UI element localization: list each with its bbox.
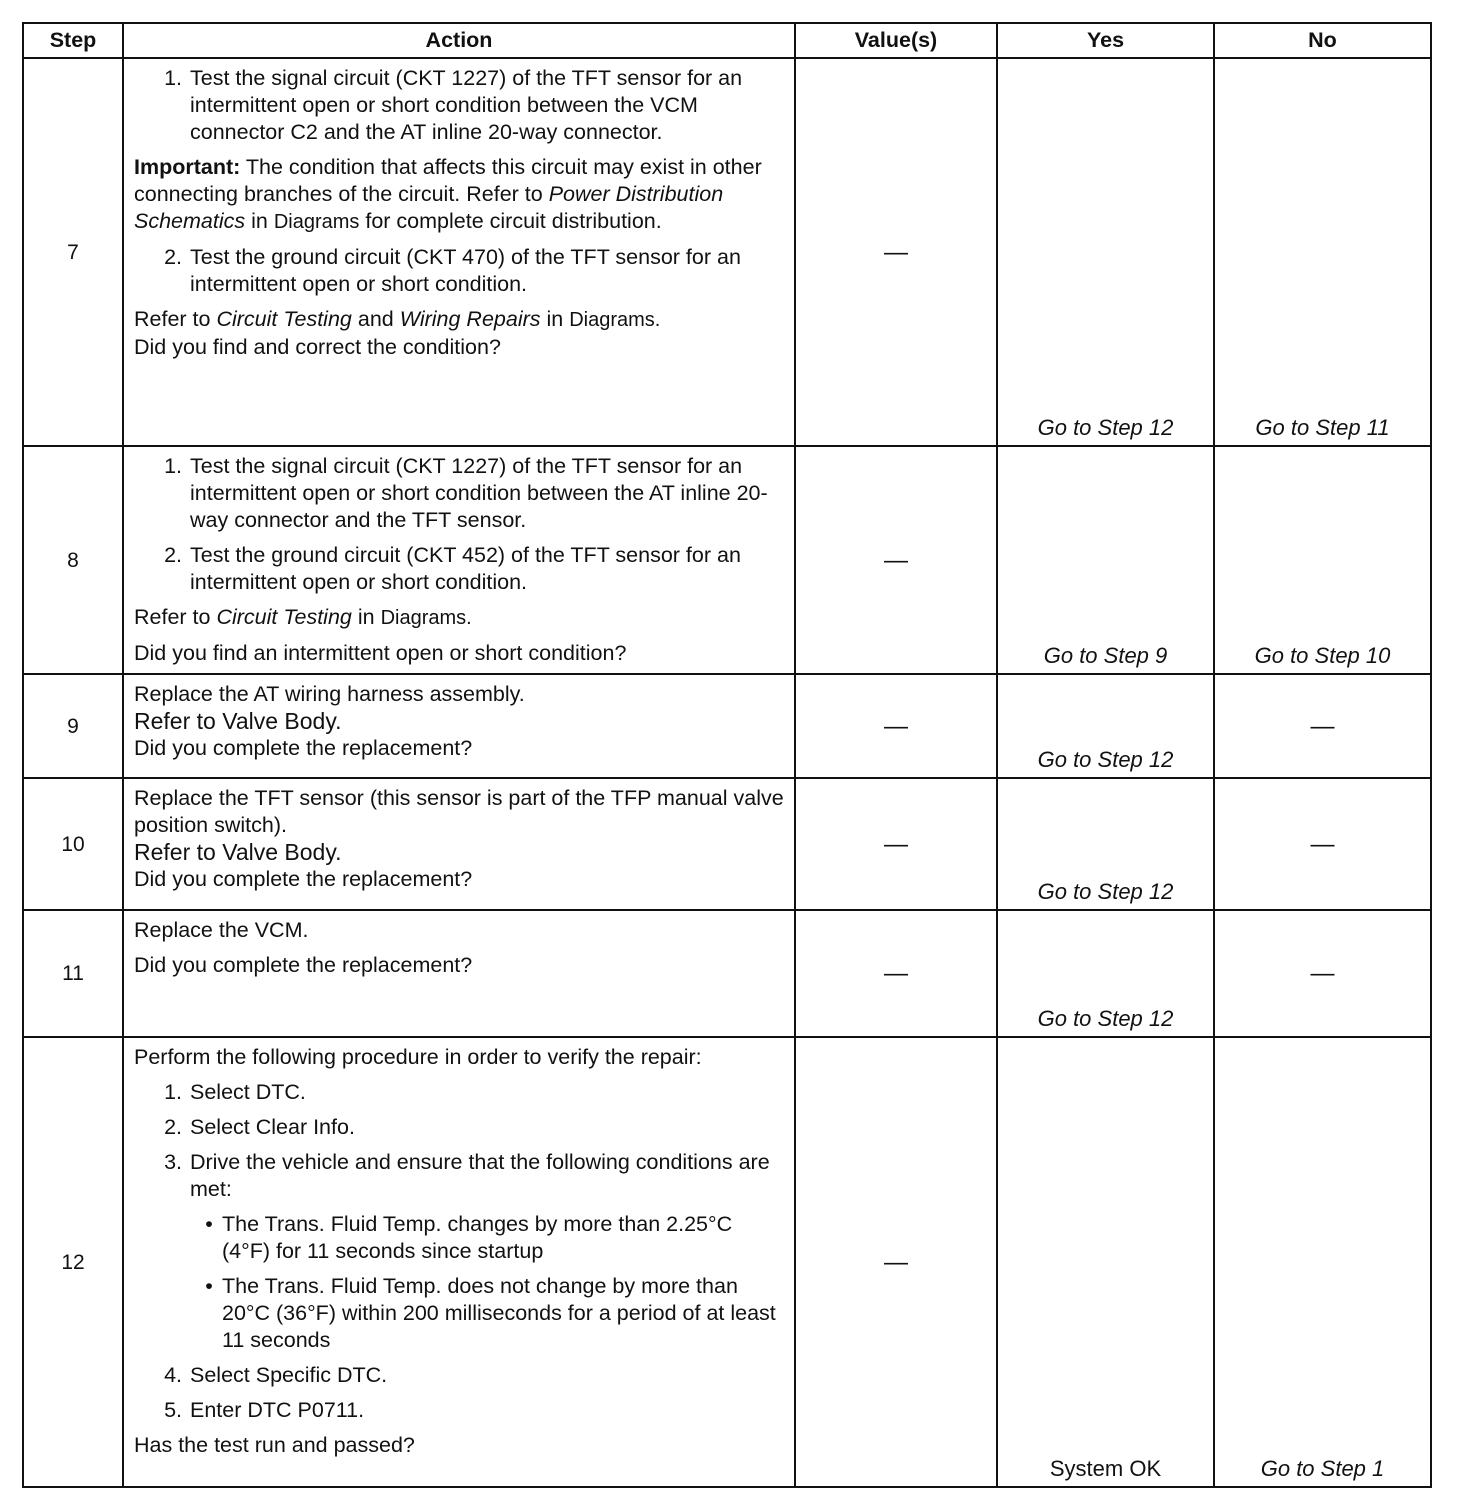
value-cell: — [795, 1037, 997, 1487]
no-link[interactable]: Go to Step 1 [1214, 1037, 1431, 1487]
header-yes: Yes [997, 23, 1214, 58]
value-cell: — [795, 778, 997, 910]
action-line: Replace the AT wiring harness assembly. [134, 682, 525, 706]
no-link[interactable]: Go to Step 10 [1214, 446, 1431, 674]
refer-text: Refer to Valve Body. [134, 839, 342, 865]
question: Did you find and correct the condition? [134, 335, 501, 359]
diagnostic-table [22, 22, 1432, 1488]
yes-link[interactable]: Go to Step 12 [997, 778, 1214, 910]
numbered-item: 3. Drive the vehicle and ensure that the following conditions are met: [164, 1150, 770, 1201]
numbered-item: 1. Test the signal circuit (CKT 1227) of the TFT sensor for an intermittent open or short condition between the VCM connector C2 and the AT inline 20-way connector. [164, 66, 743, 144]
important-note: Important: The condition that affects this circuit may exist in other connecting branches of the circuit. Refer to Power Distribution Schematics in Diagrams for complete circuit distribution. [134, 155, 762, 233]
action-cell [123, 446, 795, 674]
refer-text: Refer to Valve Body. [134, 708, 342, 734]
step-number: 8 [23, 446, 123, 674]
table-row [23, 674, 1431, 778]
action-cell [123, 778, 795, 910]
table-row [23, 446, 1431, 674]
numbered-item: 4. Select Specific DTC. [164, 1363, 388, 1387]
value-cell: — [795, 446, 997, 674]
action-line: Replace the TFT sensor (this sensor is part of the TFP manual valve position switch). [134, 786, 784, 837]
table-row [23, 910, 1431, 1037]
step-number: 9 [23, 674, 123, 778]
step-number: 10 [23, 778, 123, 910]
numbered-item: 1. Select DTC. [164, 1080, 306, 1104]
refer-text: Refer to Circuit Testing in Diagrams. [134, 605, 472, 629]
numbered-item: 5. Enter DTC P0711. [164, 1398, 365, 1422]
step-number: 12 [23, 1037, 123, 1487]
numbered-item: 2. Select Clear Info. [164, 1115, 355, 1139]
no-link[interactable]: Go to Step 11 [1214, 58, 1431, 446]
value-cell: — [795, 674, 997, 778]
value-cell: — [795, 910, 997, 1037]
header-action: Action [123, 23, 795, 58]
step-number: 11 [23, 910, 123, 1037]
no-value: — [1214, 778, 1431, 910]
yes-link[interactable]: Go to Step 12 [997, 910, 1214, 1037]
table-row [23, 58, 1431, 446]
action-cell [123, 58, 795, 446]
header-no: No [1214, 23, 1431, 58]
question: Has the test run and passed? [134, 1433, 415, 1457]
numbered-item: 2. Test the ground circuit (CKT 470) of the TFT sensor for an intermittent open or short condition. [164, 245, 741, 296]
no-value: — [1214, 910, 1431, 1037]
header-step: Step [23, 23, 123, 58]
yes-link[interactable]: Go to Step 12 [997, 674, 1214, 778]
bullet-item: • The Trans. Fluid Temp. changes by more than 2.25°C (4°F) for 11 seconds since startup [205, 1212, 733, 1263]
action-line: Replace the VCM. [134, 918, 309, 942]
value-cell: — [795, 58, 997, 446]
table-row [23, 778, 1431, 910]
numbered-item: 1. Test the signal circuit (CKT 1227) of the TFT sensor for an intermittent open or short condition between the AT inline 20-way connector and the TFT sensor. [164, 454, 768, 532]
header-row [23, 23, 1431, 58]
intro-text: Perform the following procedure in order to verify the repair: [134, 1045, 702, 1069]
question: Did you find an intermittent open or short condition? [134, 641, 627, 665]
action-cell [123, 910, 795, 1037]
question: Did you complete the replacement? [134, 867, 473, 891]
action-cell [123, 1037, 795, 1487]
yes-result: System OK [997, 1037, 1214, 1487]
action-cell [123, 674, 795, 778]
step-number: 7 [23, 58, 123, 446]
no-value: — [1214, 674, 1431, 778]
table-row [23, 1037, 1431, 1487]
question: Did you complete the replacement? [134, 953, 473, 977]
bullet-item: • The Trans. Fluid Temp. does not change by more than 20°C (36°F) within 200 milliseconds for a period of at least 11 seconds [205, 1274, 776, 1352]
numbered-item: 2. Test the ground circuit (CKT 452) of the TFT sensor for an intermittent open or short condition. [164, 543, 741, 594]
refer-text: Refer to Circuit Testing and Wiring Repairs in Diagrams. [134, 307, 661, 331]
yes-link[interactable]: Go to Step 12 [997, 58, 1214, 446]
yes-link[interactable]: Go to Step 9 [997, 446, 1214, 674]
header-values: Value(s) [795, 23, 997, 58]
question: Did you complete the replacement? [134, 736, 473, 760]
